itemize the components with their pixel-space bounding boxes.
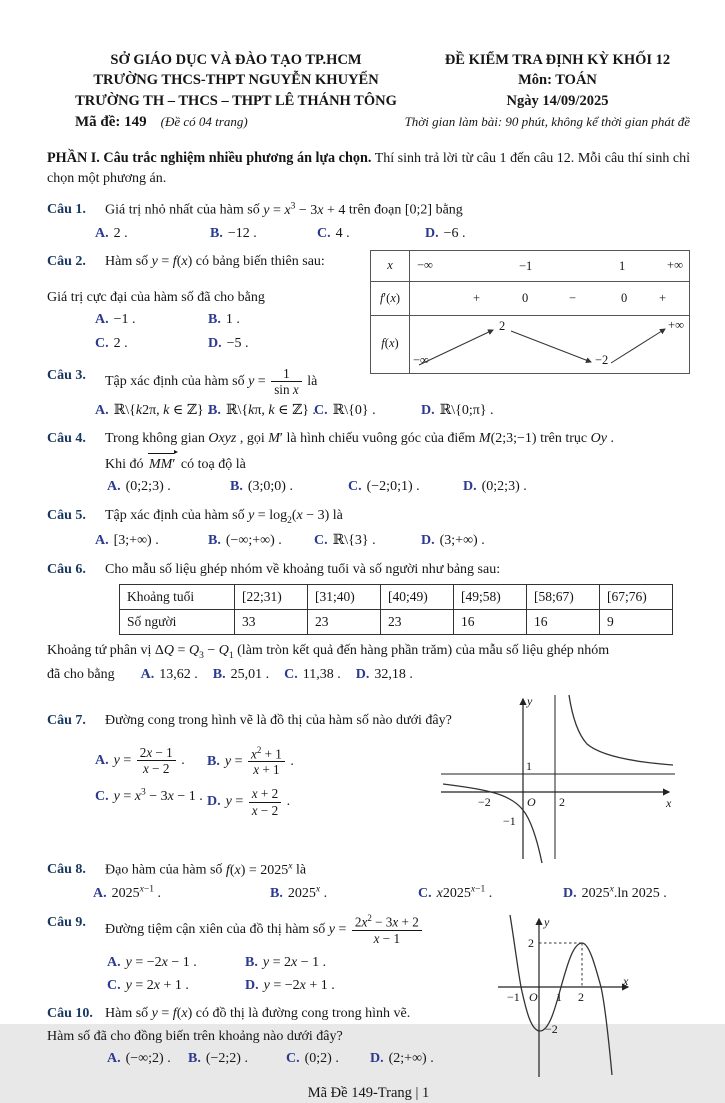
q7-graph: y 1 −2 O 2 x −1 <box>423 687 688 867</box>
question-3-options <box>95 401 690 421</box>
option-6-b: B. 25,01 . <box>212 667 270 683</box>
question-5: Câu 5. Tập xác định của hàm số $y = \log_2(x - 3)$ là A. [3;+∞) . B. (−∞;+∞) . C. ℝ\{3} . D. (3;+∞) . <box>47 506 690 551</box>
option-5-b: B. (−∞;+∞) . <box>208 533 282 549</box>
question-2: Câu 2. Hàm số y = f(x) có bảng biến thiên sau: Giá trị cực đại của hàm số đã cho bằng A. −1 . B. 1 . C. 2 . D. −5 . x f′(x) f(x) −∞ −1 1 +∞ + 0 − 0 + −∞ 2 −2 +∞ <box>47 252 690 353</box>
bbt-header-x: x <box>387 258 393 273</box>
question-5-label: Câu 5. <box>47 507 86 523</box>
bbt-header-fprime: f′(x) <box>379 291 401 306</box>
question-2-label: Câu 2. <box>47 254 86 270</box>
exam-header <box>47 50 690 111</box>
question-3: Câu 3. Tập xác định của hàm số y = $\frac{1}{\text{sin x}}$ là A. ℝ\{k2π, k ∈ ℤ} . B. ℝ\{kπ, k ∈ ℤ} . C. ℝ\{0} . D. ℝ\{0;π} . <box>47 366 690 421</box>
question-9: Câu 9. Đường tiệm cận xiên của đồ thị hàm số y = $\frac{2x^2 - 3x + 2}{x - 1}$ A. y = −2x − 1 . B. y = 2x − 1 . C. y = 2x + 1 . D. y = −2x + 1 . y 2 −1 O 1 2 x −2 <box>47 913 690 996</box>
option-9-c: C. y = 2x + 1 . <box>107 978 189 994</box>
option-5-a: A. [3;+∞) . <box>95 533 159 549</box>
option-2-b: B. 1 . <box>208 312 240 328</box>
table-row: Khoảng tuổi [22;31) [31;40) [40;49) [49;58) [58;67) [67;76) <box>120 585 673 610</box>
question-6-label: Câu 6. <box>47 561 86 577</box>
option-2-a: A. −1 . <box>95 312 136 328</box>
option-6-c: C. 11,38 . <box>284 667 341 683</box>
option-8-d: D. 2025$^x$.ln 2025 . <box>563 884 667 901</box>
q6-subquestion: Khoảng tứ phân vị $\Delta Q = Q_3 - Q_1$ (làm tròn kết quả đến hàng phần trăm) của mẫu số liệu ghép nhóm <box>47 643 610 662</box>
option-4-d: D. (0;2;3) . <box>463 479 527 495</box>
part1-instructions: Thí sinh trả lời từ câu 1 đến câu 12. Mỗi câu thí sinh chỉ chọn một phương án. <box>47 150 690 186</box>
header-exam-block <box>425 50 690 111</box>
option-10-a: A. (−∞;2) . <box>107 1051 171 1067</box>
question-1: Câu 1. Giá trị nhỏ nhất của hàm số $y = x^3 - 3x + 4$ trên đoạn [0;2] bằng A. 2 . B. −12 . C. 4 . D. −6 . <box>47 200 690 243</box>
frequency-table <box>119 584 673 635</box>
option-5-d: D. (3;+∞) . <box>421 533 485 549</box>
option-8-c: C. $x2025^{x-1}$ . <box>418 884 493 901</box>
page-footer: Mã Đề 149-Trang | 1 <box>307 1084 430 1101</box>
option-10-d: D. (2;+∞) . <box>370 1051 434 1067</box>
option-7-d: D. y = $\frac{x + 2}{x - 2}$ . <box>207 785 291 818</box>
option-1-d: D. −6 . <box>425 225 466 241</box>
option-4-c: C. (−2;0;1) . <box>348 479 420 495</box>
exam-date: Ngày 14/09/2025 <box>506 92 609 109</box>
table-row: Số người 33 23 23 16 16 9 <box>120 610 673 635</box>
question-4-label: Câu 4. <box>47 431 86 447</box>
question-4-options <box>107 477 690 497</box>
question-6: Câu 6. Cho mẫu số liệu ghép nhóm về khoảng tuổi và số người như bảng sau: Khoảng tuổi [22;31) [31;40) [40;49) [49;58) [58;67) [67;76) Số người 33 23 23 16 16 9 Khoảng tứ phân vị $\Delta Q = Q_3 - Q_1$ (làm tròn kết quả đến hàng phần trăm) của mẫu số liệu ghép nhóm đã cho bằng A. 13,62 . B. 25,01 . C. 11,38 . D. 32,18 . <box>47 560 690 685</box>
question-7-label: Câu 7. <box>47 712 86 728</box>
exam-title: ĐỀ KIỂM TRA ĐỊNH KỲ KHỐI 12 <box>444 52 671 68</box>
option-9-a: A. y = −2x − 1 . <box>107 954 197 970</box>
option-3-c: C. ℝ\{0} . <box>314 402 376 418</box>
pages-note: (Đề có 04 trang) <box>160 113 248 129</box>
option-10-c: C. (0;2) . <box>286 1051 339 1067</box>
option-3-d: D. ℝ\{0;π} . <box>421 402 494 418</box>
department-name: SỞ GIÁO DỤC VÀ ĐÀO TẠO TP.HCM <box>110 52 362 68</box>
question-4: Câu 4. Trong không gian Oxyz , gọi M′ là hình chiếu vuông góc của điểm M(2;3;−1) trên trục Oy . Khi đó MM′ có toạ độ là A. (0;2;3) . B. (3;0;0) . C. (−2;0;1) . D. (0;2;3) . <box>47 429 690 497</box>
option-1-c: C. 4 . <box>317 225 350 241</box>
question-7-options <box>95 745 445 818</box>
question-10-label: Câu 10. <box>47 1006 93 1022</box>
option-7-b: B. y = $\frac{x^2 + 1}{x + 1}$ . <box>207 744 294 778</box>
school-name-2: TRƯỜNG TH – THCS – THPT LÊ THÁNH TÔNG <box>75 92 397 109</box>
part1-intro <box>47 149 690 188</box>
question-1-label: Câu 1. <box>47 202 86 218</box>
option-2-c: C. 2 . <box>95 335 128 351</box>
question-1-options <box>95 224 690 244</box>
option-3-b: B. ℝ\{kπ, k ∈ ℤ} . <box>208 402 316 418</box>
exam-subject: Môn: TOÁN <box>518 72 597 89</box>
question-7: Câu 7. Đường cong trong hình vẽ là đồ thị của hàm số nào dưới đây? A. y = $\frac{2x - 1}{x - 2}$ . B. y = $\frac{x^2 + 1}{x + 1}$ . C. $y = x^3 - 3x - 1$ . D. y = $\frac{x + 2}{x - 2}$ . y 1 −2 O 2 x −1 <box>47 711 690 846</box>
question-8: Câu 8. Đạo hàm của hàm số $f(x) = 2025^x$ là A. $2025^{x-1}$ . B. 2025$^x$ . C. $x2025^{x-1}$ . D. 2025$^x$.ln 2025 . <box>47 860 690 904</box>
question-6-options <box>115 667 413 682</box>
exam-code: Mã đề: 149 <box>75 113 147 130</box>
question-9-options <box>107 953 437 996</box>
option-7-a: A. y = $\frac{2x - 1}{x - 2}$ . <box>95 744 185 777</box>
option-4-b: B. (3;0;0) . <box>230 479 293 495</box>
hyperbola-plot <box>423 687 688 867</box>
option-9-d: D. y = −2x + 1 . <box>245 978 335 994</box>
option-9-b: B. y = 2x − 1 . <box>245 954 327 970</box>
header-meta-row <box>47 112 690 133</box>
question-9-label: Câu 9. <box>47 915 86 931</box>
school-name-1: TRƯỜNG THCS-THPT NGUYỄN KHUYẾN <box>93 72 379 89</box>
option-8-b: B. 2025$^x$ . <box>270 884 328 901</box>
header-school-block <box>47 50 425 111</box>
q10-subquestion: Hàm số đã cho đồng biến trên khoảng nào dưới đây? <box>47 1028 343 1044</box>
q9-graph: y 2 −1 O 1 2 x −2 <box>492 909 642 1081</box>
option-7-c: C. $y = x^3 - 3x - 1$ . <box>95 786 203 804</box>
option-6-a: A. 13,62 . <box>140 667 198 683</box>
bbt-header-f: f(x) <box>381 336 399 351</box>
q2-subquestion: Giá trị cực đại của hàm số đã cho bằng <box>47 289 265 305</box>
option-1-a: A. 2 . <box>95 225 128 241</box>
option-5-c: C. ℝ\{3} . <box>314 533 376 549</box>
question-10: Câu 10. Hàm số y = f(x) có đồ thị là đường cong trong hình vẽ. Hàm số đã cho đồng biến trên khoảng nào dưới đây? A. (−∞;2) . B. (−2;2) . C. (0;2) . D. (2;+∞) . <box>47 1004 690 1069</box>
time-note: Thời gian làm bài: 90 phút, không kể thời gian phát đề <box>404 113 690 129</box>
bbt-arrows <box>409 317 689 373</box>
question-5-options <box>95 531 690 551</box>
option-2-d: D. −5 . <box>208 335 249 351</box>
option-10-b: B. (−2;2) . <box>188 1051 248 1067</box>
option-4-a: A. (0;2;3) . <box>107 479 171 495</box>
variation-table: x f′(x) f(x) −∞ −1 1 +∞ + 0 − 0 + −∞ 2 −2 +∞ <box>370 250 690 374</box>
option-6-d: D. 32,18 . <box>355 667 413 683</box>
option-8-a: A. $2025^{x-1}$ . <box>93 884 161 901</box>
question-8-options <box>93 883 690 903</box>
option-1-b: B. −12 . <box>210 225 257 241</box>
part1-heading: PHẦN I. Câu trắc nghiệm nhiều phương án lựa chọn. <box>47 149 372 166</box>
vector-mm-prime: MM′ <box>147 457 177 472</box>
q1-formula: $y = x^3 - 3x + 4$ <box>263 201 346 219</box>
question-3-label: Câu 3. <box>47 367 86 383</box>
option-3-a: A. ℝ\{k2π, k ∈ ℤ} . <box>95 402 211 418</box>
question-8-label: Câu 8. <box>47 861 86 877</box>
